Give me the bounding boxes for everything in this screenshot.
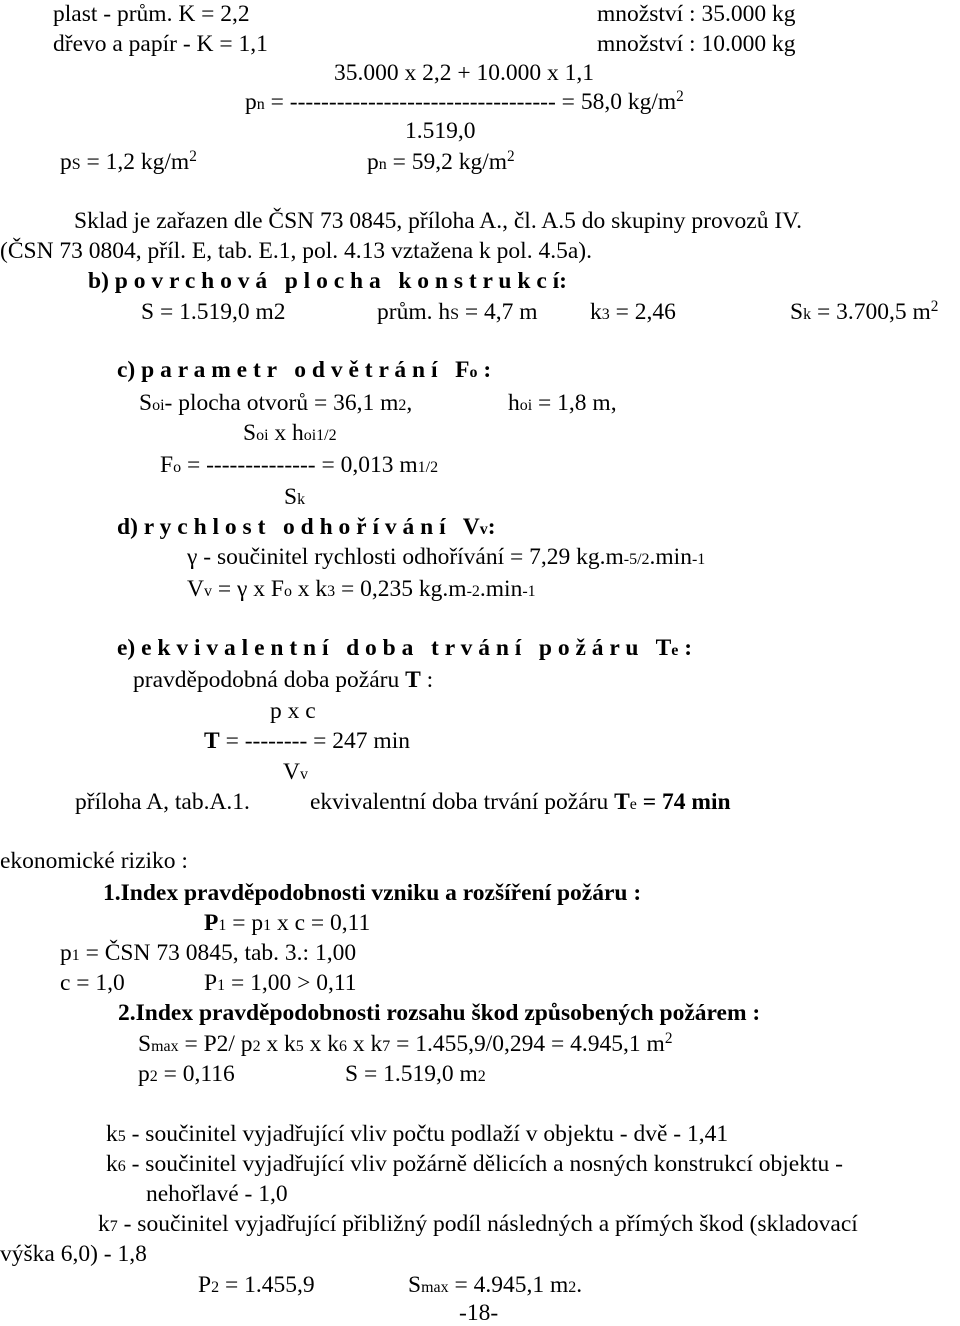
section-d-heading: d) r y c h l o s t o d h o ř í v á n í Vv: [117,514,496,540]
Smax-formula: Smax = P2/ p2 x k5 x k6 x k7 = 1.455,9/0,294 = 4.945,1 $m^2$ [138,1029,673,1057]
coefficient-k3: k3 = 2,46 [590,299,676,325]
appendix-reference: příloha A, tab.A.1. [75,789,250,815]
section-e-heading: e) e k v i v a l e n t n í d o b a t r v á n í p o ž á r u Te : [117,635,693,661]
gamma-coefficient: γ - součinitel rychlosti odhořívání = 7,29 kg.m-5/2.min-1 [187,544,706,570]
classification-line-2: (ČSN 73 0804, příl. E, tab. E.1, pol. 4.13 vztažena k pol. 4.5a). [0,238,592,264]
surface-area-S: S = 1.519,0 m2 [141,299,286,325]
index-2-title: 2.Index pravděpodobnosti rozsahu škod způsobených požárem : [118,1000,761,1026]
fo-numerator: Soi x hoi1/2 [243,420,337,446]
pn-denominator: 1.519,0 [405,118,476,144]
ps-value: pS = 1,2 $kg/m^2$ [60,147,197,175]
pn-numerator: 35.000 x 2,2 + 10.000 x 1,1 [334,60,595,86]
coefficient-k6: k6 - součinitel vyjadřující vliv požárně dělicích a nosných konstrukcí objektu - [106,1151,843,1177]
probable-fire-duration: pravděpodobná doba požáru T : [133,667,434,693]
material-drevo-label: dřevo a papír - K = 1,1 [53,31,268,57]
index-1-title: 1.Index pravděpodobnosti vzniku a rozšíření požáru : [103,880,642,906]
opening-area-Soi: Soi- plocha otvorů = 36,1 m2, [139,390,413,416]
P1-formula: P1 = p1 x c = 0,11 [204,910,371,936]
Smax-result: Smax = 4.945,1 m2. [408,1272,583,1298]
coefficient-k6-continuation: nehořlavé - 1,0 [146,1181,288,1207]
pn-formula: pn = ---------------------------------- = 58,0 $kg/m^2$ [245,87,684,115]
c-value: c = 1,0 [60,970,125,996]
P2-result: P2 = 1.455,9 [198,1272,315,1298]
p1-value: p1 = ČSN 73 0845, tab. 3.: 1,00 [60,940,357,966]
fo-formula: Fo = -------------- = 0,013 m1/2 [160,452,439,478]
coefficient-k5: k5 - součinitel vyjadřující vliv počtu podlaží v objektu - dvě - 1,41 [106,1121,729,1147]
pn-value: pn = 59,2 $kg/m^2$ [367,147,515,175]
opening-height-hoi: hoi = 1,8 m, [508,390,617,416]
fo-denominator: Sk [284,484,306,510]
S-value: S = 1.519,0 m2 [345,1061,486,1087]
section-b-heading: b) p o v r c h o v á p l o c h a k o n s t r u k c í: [88,268,567,294]
average-height-hs: prům. hS = 4,7 m [377,299,538,325]
equivalent-fire-duration: ekvivalentní doba trvání požáru Te = 74 min [310,789,731,815]
coefficient-k7-continuation: výška 6,0) - 1,8 [0,1241,147,1267]
surface-Sk: Sk = 3.700,5 $m^2$ [790,297,939,325]
T-numerator: p x c [270,698,316,724]
section-c-heading: c) p a r a m e t r o d v ě t r á n í Fo : [117,357,492,383]
T-denominator: Vv [283,759,308,785]
burn-rate-Vv: Vv = γ x Fo x k3 = 0,235 kg.m-2.min-1 [187,576,536,602]
economic-risk-heading: ekonomické riziko : [0,848,188,874]
classification-line-1: Sklad je zařazen dle ČSN 73 0845, příloha A., čl. A.5 do skupiny provozů IV. [74,208,802,234]
p2-value: p2 = 0,116 [138,1061,235,1087]
material-plast-label: plast - prům. K = 2,2 [53,1,250,27]
material-plast-amount: množství : 35.000 kg [597,1,796,27]
coefficient-k7: k7 - součinitel vyjadřující přibližný podíl následných a přímých škod (skladovací [98,1211,858,1237]
material-drevo-amount: množství : 10.000 kg [597,31,796,57]
T-formula: T = -------- = 247 min [204,728,410,754]
page-number: -18- [459,1300,499,1326]
P1-comparison: P1 = 1,00 > 0,11 [204,970,357,996]
